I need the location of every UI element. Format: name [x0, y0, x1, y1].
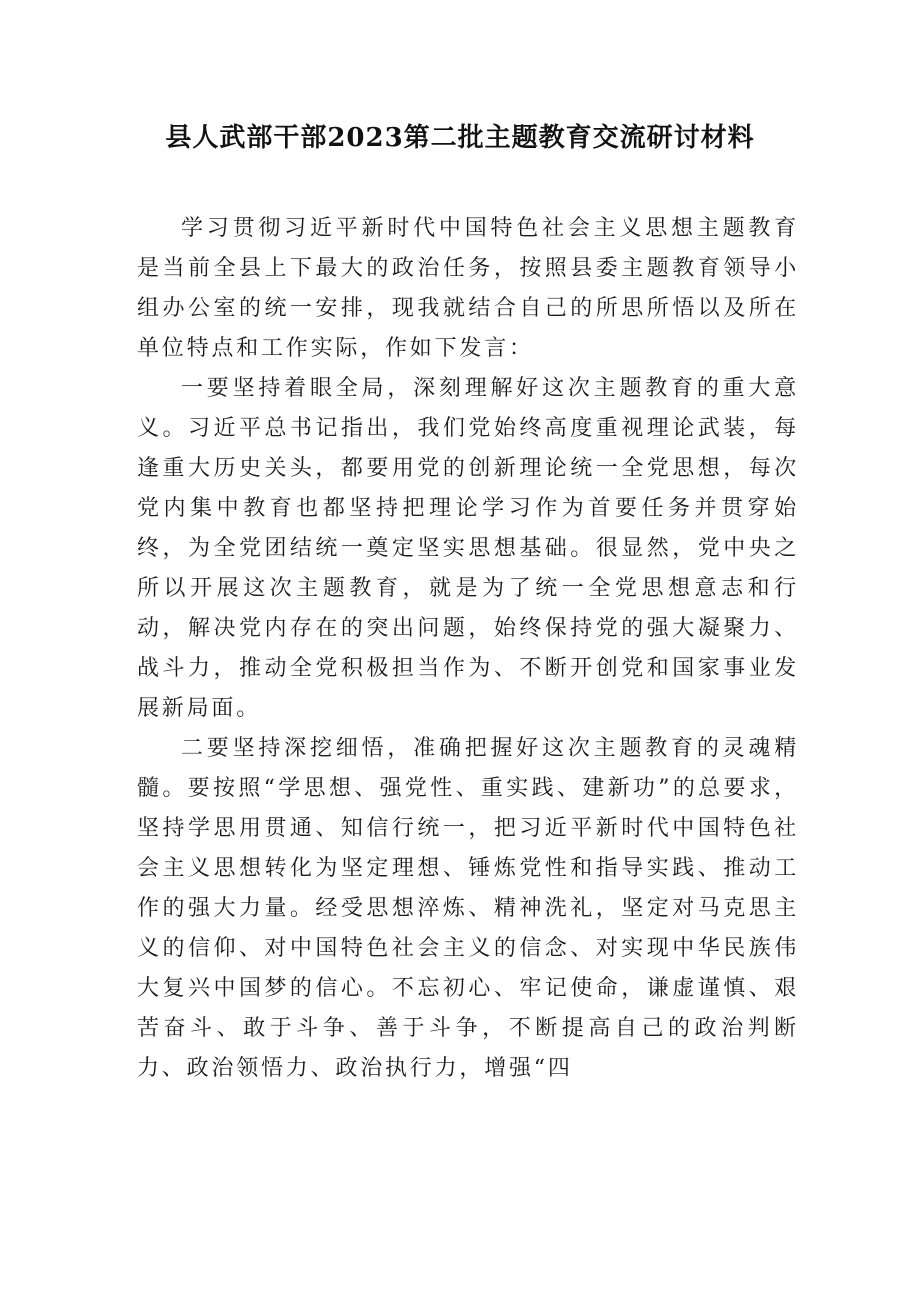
paragraph-point-one: 一要坚持着眼全局，深刻理解好这次主题教育的重大意义。习近平总书记指出，我们党始终高度重视理论武装，每逢重大历史关头，都要用党的创新理论统一全党思想，每次党内集中教育也都坚持把理论学习作为首要任务并贯穿始终，为全党团结统一奠定坚实思想基础。很显然，党中央之所以开展这次主题教育，就是为了统一全党思想意志和行动，解决党内存在的突出问题，始终保持党的强大凝聚力、战斗力，推动全党积极担当作为、不断开创党和国家事业发展新局面。	[137, 376, 799, 721]
document-title: 县人武部干部2023第二批主题教育交流研讨材料	[165, 123, 755, 153]
paragraph-point-two: 二要坚持深挖细悟，准确把握好这次主题教育的灵魂精髓。要按照“学思想、强党性、重实践、建新功”的总要求，坚持学思用贯通、知信行统一，把习近平新时代中国特色社会主义思想转化为坚定理想、锤炼党性和指导实践、推动工作的强大力量。经受思想淬炼、精神洗礼，坚定对马克思主义的信仰、对中国特色社会主义的信念、对实现中华民族伟大复兴中国梦的信心。不忘初心、牢记使命，谦虚谨慎、艰苦奋斗、敢于斗争、善于斗争，不断提高自己的政治判断力、政治领悟力、政治执行力，增强“四	[137, 736, 799, 1081]
document-body	[137, 209, 799, 1089]
paragraph-intro: 学习贯彻习近平新时代中国特色社会主义思想主题教育是当前全县上下最大的政治任务，按照县委主题教育领导小组办公室的统一安排，现我就结合自己的所思所悟以及所在单位特点和工作实际，作如下发言：	[137, 216, 799, 361]
